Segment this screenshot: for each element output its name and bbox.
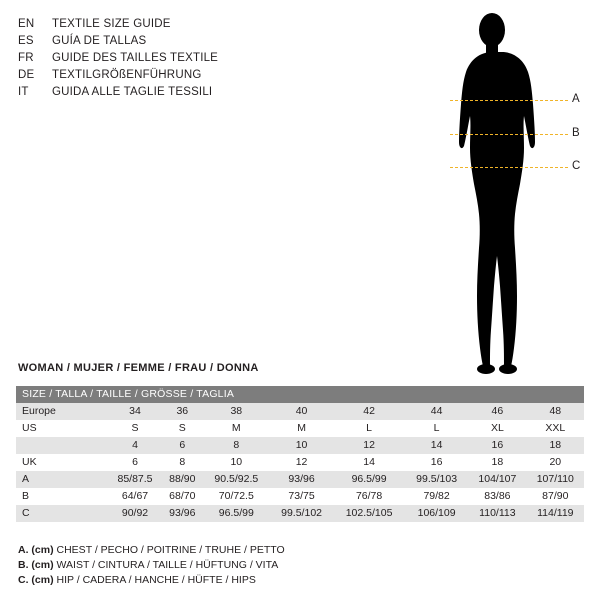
language-code: DE (18, 69, 35, 81)
cell: M (203, 420, 271, 437)
cell: 16 (405, 454, 468, 471)
cell: 93/96 (270, 471, 333, 488)
table-header-label: SIZE / TALLA / TAILLE / GRÖSSE / TAGLIA (16, 386, 584, 403)
cell: 70/72.5 (203, 488, 271, 505)
row-label (16, 437, 108, 454)
language-code: EN (18, 18, 35, 30)
measure-label-c: C (572, 160, 581, 172)
cell: 6 (108, 454, 162, 471)
language-row (18, 50, 338, 67)
cell: 18 (527, 437, 584, 454)
legend-key: C. (cm) (18, 574, 54, 586)
cell: 10 (270, 437, 333, 454)
language-row (18, 67, 338, 84)
row-label: C (16, 505, 108, 522)
measure-line-b (450, 134, 568, 135)
size-table (16, 386, 584, 522)
cell: 12 (333, 437, 405, 454)
table-row (16, 471, 584, 488)
table-row (16, 437, 584, 454)
language-row (18, 84, 338, 101)
language-header (18, 16, 338, 101)
cell: 107/110 (527, 471, 584, 488)
language-code: ES (18, 35, 34, 47)
cell: XXL (527, 420, 584, 437)
cell: 68/70 (162, 488, 203, 505)
table-row (16, 488, 584, 505)
cell: 8 (203, 437, 271, 454)
cell: 42 (333, 403, 405, 420)
cell: 83/86 (468, 488, 527, 505)
legend-line (18, 558, 578, 573)
row-label: B (16, 488, 108, 505)
language-text: GUIDE DES TAILLES TEXTILE (52, 52, 219, 64)
cell: 34 (108, 403, 162, 420)
cell: 85/87.5 (108, 471, 162, 488)
cell: 90/92 (108, 505, 162, 522)
legend-key: A. (cm) (18, 544, 54, 556)
cell: 38 (203, 403, 271, 420)
cell: L (333, 420, 405, 437)
language-text: TEXTILE SIZE GUIDE (52, 18, 171, 30)
cell: 4 (108, 437, 162, 454)
cell: 44 (405, 403, 468, 420)
legend-line (18, 573, 578, 588)
cell: 102.5/105 (333, 505, 405, 522)
cell: 48 (527, 403, 584, 420)
cell: 6 (162, 437, 203, 454)
cell: 93/96 (162, 505, 203, 522)
cell: XL (468, 420, 527, 437)
cell: 16 (468, 437, 527, 454)
cell: 20 (527, 454, 584, 471)
measurement-legend (18, 543, 578, 588)
cell: L (405, 420, 468, 437)
cell: 104/107 (468, 471, 527, 488)
table-row (16, 454, 584, 471)
table-header-row (16, 386, 584, 403)
cell: 64/67 (108, 488, 162, 505)
cell: 96.5/99 (203, 505, 271, 522)
cell: 10 (203, 454, 271, 471)
cell: 14 (333, 454, 405, 471)
female-silhouette-icon (420, 8, 590, 378)
measure-label-b: B (572, 127, 580, 139)
legend-key: B. (cm) (18, 559, 54, 571)
cell: 46 (468, 403, 527, 420)
cell: 12 (270, 454, 333, 471)
table-row (16, 420, 584, 437)
language-code: FR (18, 52, 34, 64)
cell: 114/119 (527, 505, 584, 522)
legend-line (18, 543, 578, 558)
cell: S (162, 420, 203, 437)
language-row (18, 16, 338, 33)
legend-text: HIP / CADERA / HANCHE / HÜFTE / HIPS (56, 574, 256, 586)
table-row (16, 403, 584, 420)
row-label: UK (16, 454, 108, 471)
measure-line-a (450, 100, 568, 101)
cell: 76/78 (333, 488, 405, 505)
body-figure (420, 8, 590, 378)
row-label: US (16, 420, 108, 437)
cell: 8 (162, 454, 203, 471)
measure-line-c (450, 167, 568, 168)
cell: 18 (468, 454, 527, 471)
table-row (16, 505, 584, 522)
cell: 14 (405, 437, 468, 454)
language-row (18, 33, 338, 50)
cell: 36 (162, 403, 203, 420)
cell: 99.5/103 (405, 471, 468, 488)
measure-label-a: A (572, 93, 580, 105)
row-label: A (16, 471, 108, 488)
language-code: IT (18, 86, 29, 98)
legend-text: WAIST / CINTURA / TAILLE / HÜFTUNG / VITA (56, 559, 279, 571)
table-group-title: WOMAN / MUJER / FEMME / FRAU / DONNA (18, 362, 259, 374)
cell: 88/90 (162, 471, 203, 488)
cell: 106/109 (405, 505, 468, 522)
legend-text: CHEST / PECHO / POITRINE / TRUHE / PETTO (56, 544, 285, 556)
language-text: GUIDA ALLE TAGLIE TESSILI (52, 86, 213, 98)
cell: 73/75 (270, 488, 333, 505)
cell: 96.5/99 (333, 471, 405, 488)
cell: 110/113 (468, 505, 527, 522)
cell: 90.5/92.5 (203, 471, 271, 488)
language-text: TEXTILGRÖßENFÜHRUNG (52, 69, 202, 81)
cell: 79/82 (405, 488, 468, 505)
cell: 99.5/102 (270, 505, 333, 522)
cell: M (270, 420, 333, 437)
cell: S (108, 420, 162, 437)
cell: 40 (270, 403, 333, 420)
row-label: Europe (16, 403, 108, 420)
language-text: GUÍA DE TALLAS (52, 35, 147, 47)
cell: 87/90 (527, 488, 584, 505)
